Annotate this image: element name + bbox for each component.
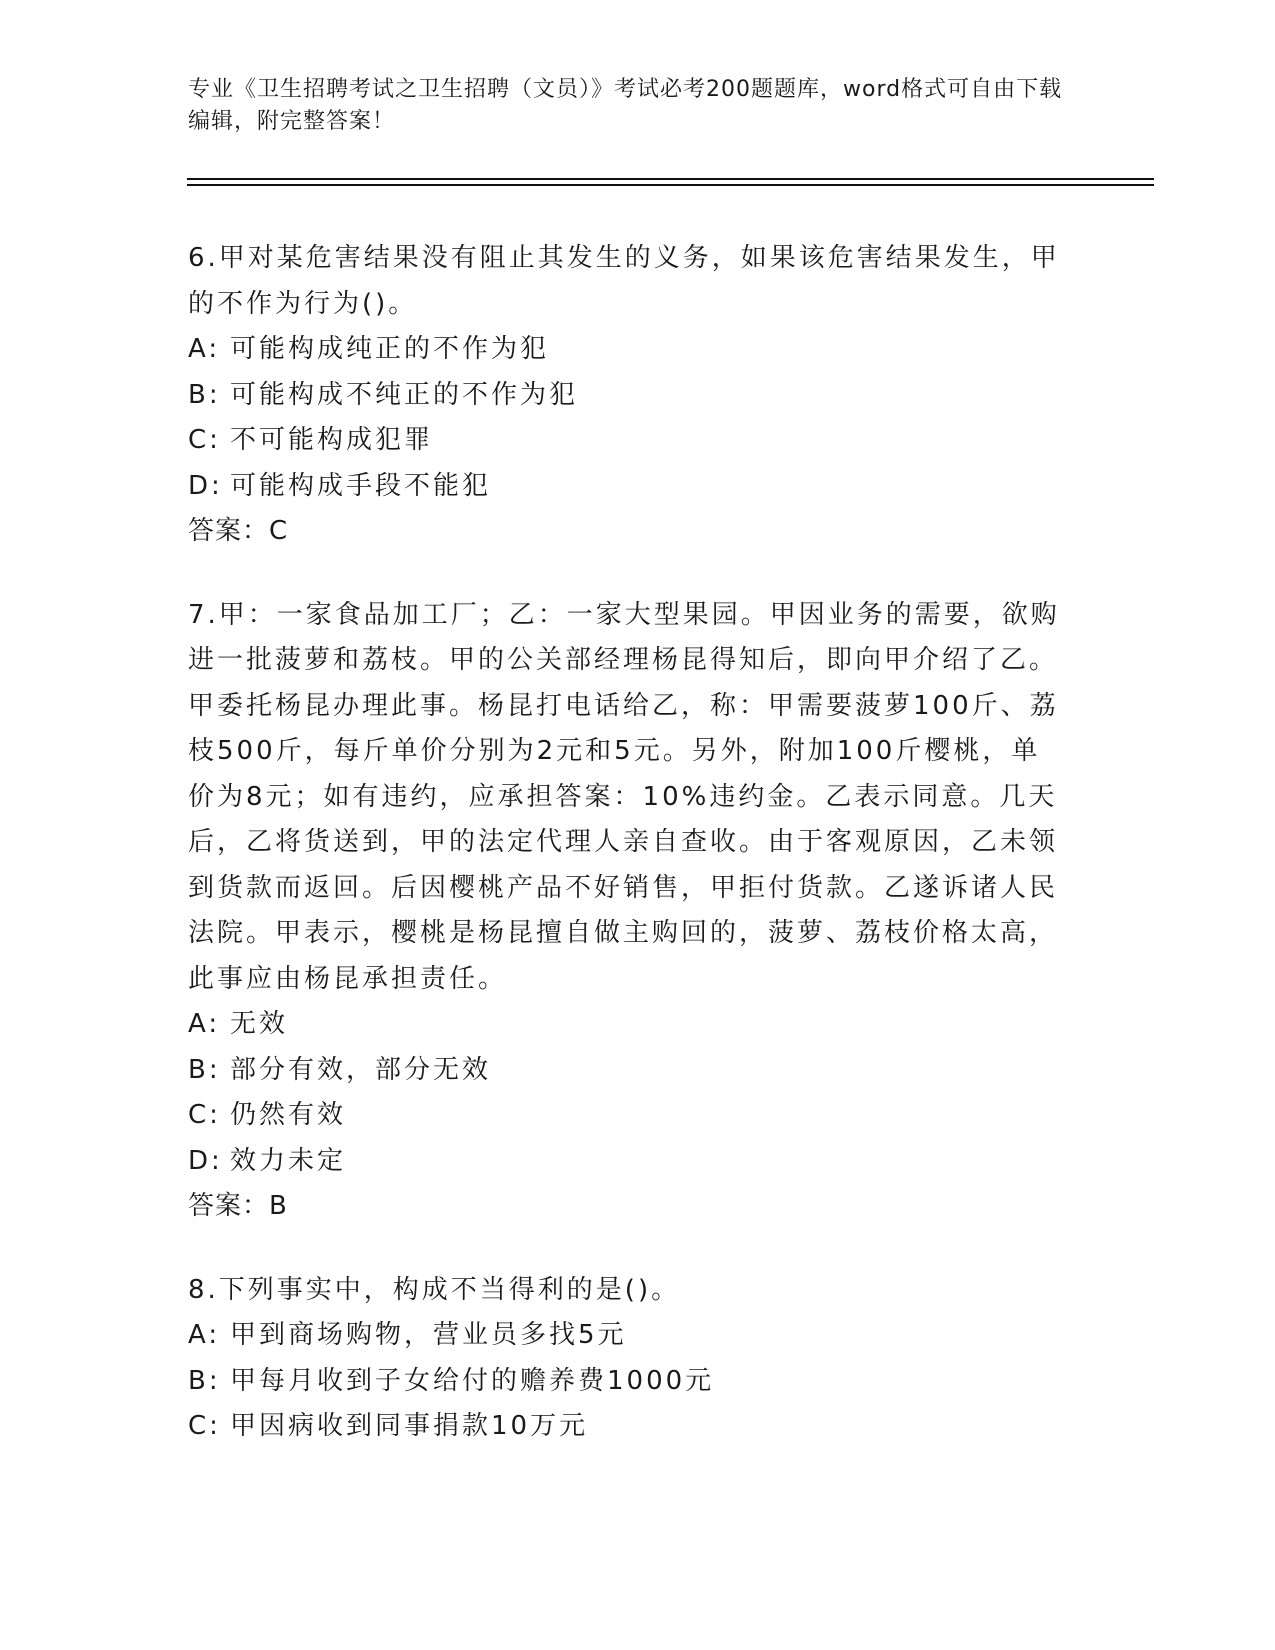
option-text: 甲每月收到子女给付的赡养费1000元: [230, 1365, 715, 1396]
option-d: [188, 464, 1068, 510]
question-stem: 6.甲对某危害结果没有阻止其发生的义务，如果该危害结果发生，甲的不作为行为()。: [188, 243, 1060, 319]
answer-line: 答案：B: [188, 1191, 288, 1221]
option-letter: C:: [188, 1100, 221, 1130]
option-d: [188, 1139, 1068, 1185]
answer-line: 答案：C: [188, 516, 289, 546]
option-text: 效力未定: [230, 1145, 347, 1176]
option-text: 部分有效，部分无效: [230, 1054, 492, 1085]
option-letter: A:: [188, 334, 221, 364]
option-letter: C:: [188, 1411, 221, 1441]
header-rule-bottom: [187, 184, 1154, 186]
question-list: [188, 236, 1068, 1488]
option-c: [188, 1093, 1068, 1139]
document-header: 专业《卫生招聘考试之卫生招聘（文员）》考试必考200题题库，word格式可自由下载编辑，附完整答案！: [188, 77, 1063, 134]
option-text: 可能构成纯正的不作为犯: [230, 334, 550, 364]
option-b: [188, 373, 1068, 419]
question-stem: 7.甲：一家食品加工厂；乙：一家大型果园。甲因业务的需要，欲购进一批菠萝和荔枝。甲的公关部经理杨昆得知后，即向甲介绍了乙。甲委托杨昆办理此事。杨昆打电话给乙，称：甲需要菠萝100斤、荔枝500斤，每斤单价分别为2元和5元。另外，附加100斤樱桃，单价为8元；如有违约，应承担答案：10%违约金。乙表示同意。几天后，乙将货送到，甲的法定代理人亲自查收。由于客观原因，乙未领到货款而返回。后因樱桃产品不好销售，甲拒付货款。乙遂诉诸人民法院。甲表示，樱桃是杨昆擅自做主购回的，菠萝、荔枝价格太高，此事应由杨昆承担责任。: [188, 599, 1060, 994]
option-letter: C:: [188, 425, 221, 455]
option-letter: D:: [188, 470, 223, 501]
option-letter: B:: [188, 1054, 221, 1085]
option-text: 甲到商场购物，营业员多找5元: [230, 1320, 627, 1350]
option-text: 不可能构成犯罪: [230, 425, 434, 455]
option-text: 甲因病收到同事捐款10万元: [230, 1411, 589, 1441]
option-a: [188, 1313, 1068, 1359]
option-letter: B:: [188, 1365, 221, 1396]
option-text: 可能构成手段不能犯: [230, 470, 492, 501]
option-letter: B:: [188, 379, 221, 410]
option-text: 仍然有效: [230, 1100, 347, 1130]
option-a: [188, 327, 1068, 373]
question-6: [188, 236, 1068, 555]
option-text: 可能构成不纯正的不作为犯: [230, 379, 579, 410]
option-letter: A:: [188, 1009, 221, 1039]
option-b: [188, 1359, 1068, 1405]
option-c: [188, 1404, 1068, 1450]
question-stem: 8.下列事实中，构成不当得利的是()。: [188, 1274, 681, 1305]
option-letter: A:: [188, 1320, 221, 1350]
option-text: 无效: [230, 1009, 289, 1039]
option-c: [188, 418, 1068, 464]
header-rule-top: [187, 178, 1154, 180]
option-b: [188, 1048, 1068, 1094]
question-8: [188, 1268, 1068, 1450]
question-7: [188, 593, 1068, 1230]
option-a: [188, 1002, 1068, 1048]
option-letter: D:: [188, 1145, 223, 1176]
